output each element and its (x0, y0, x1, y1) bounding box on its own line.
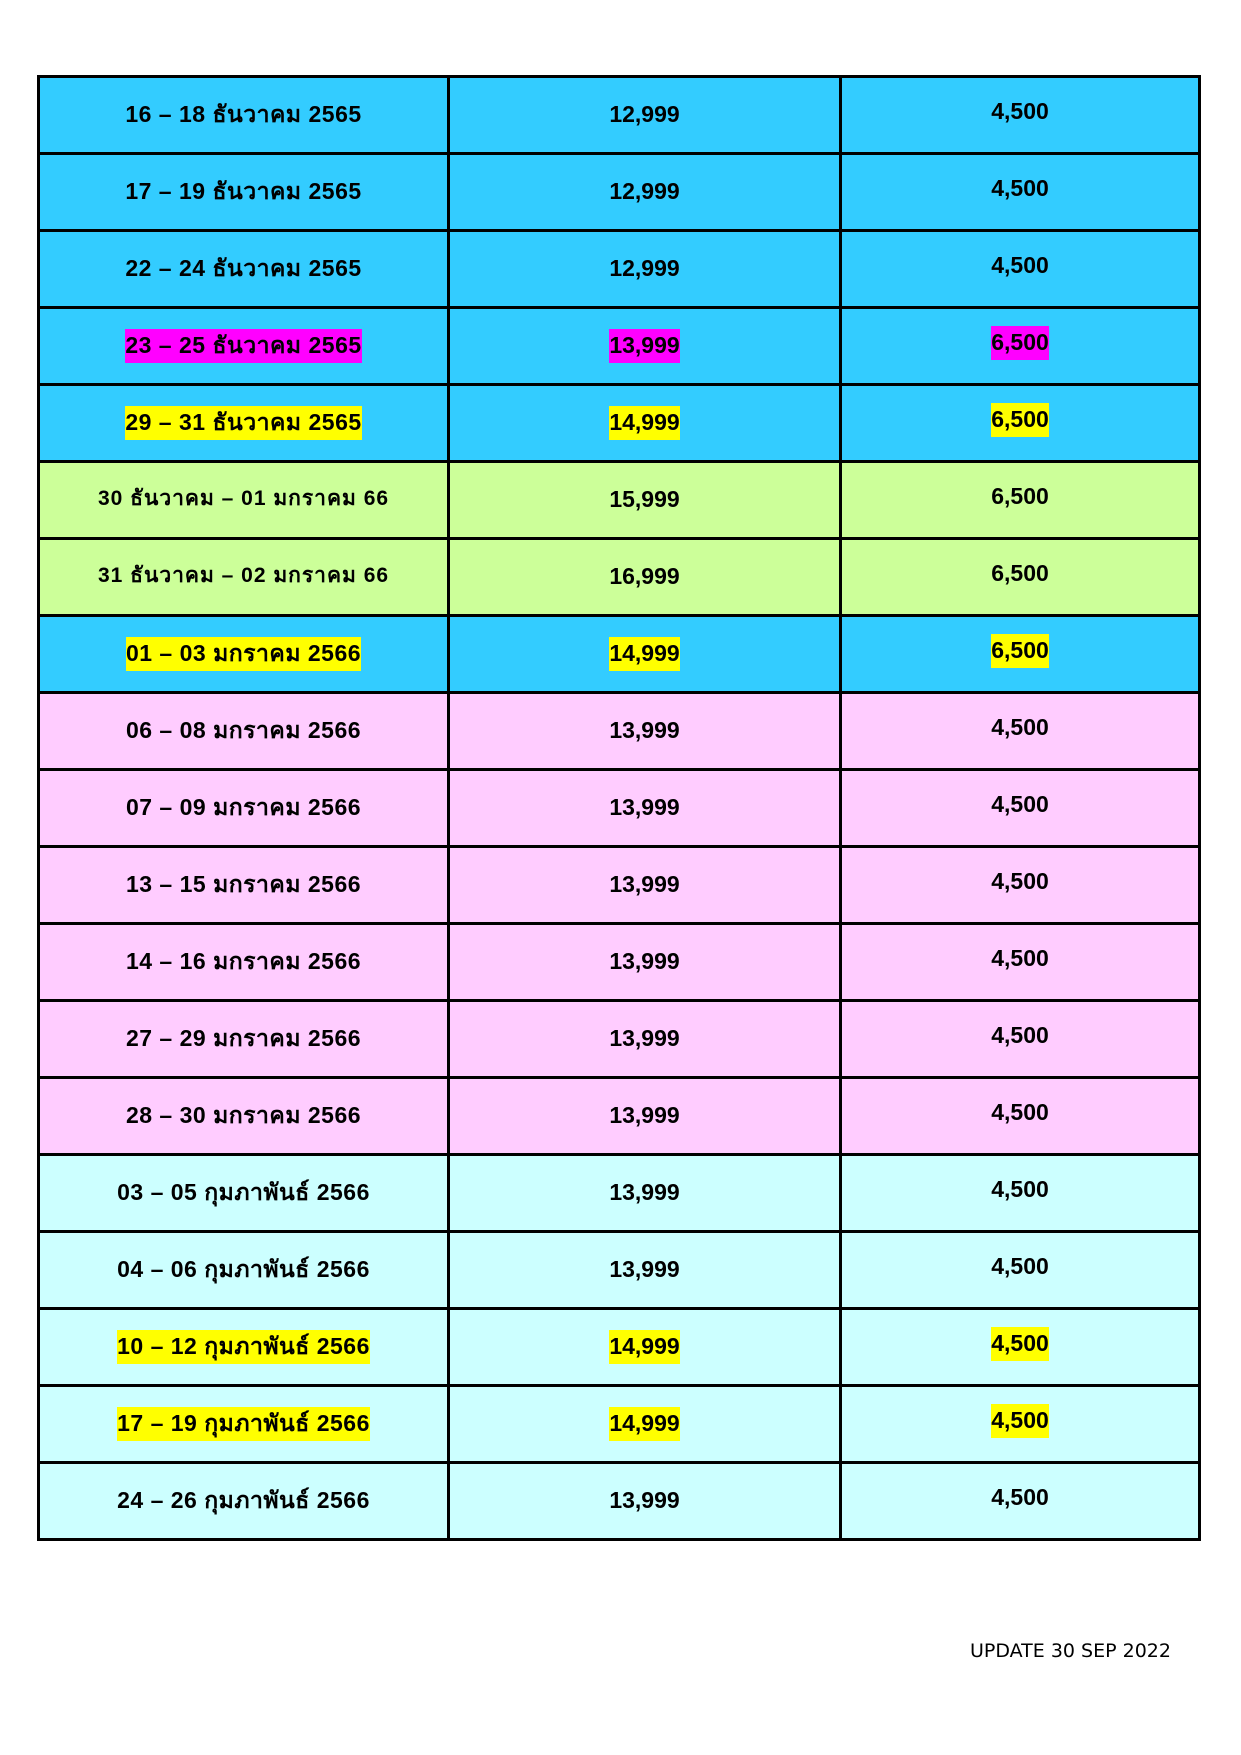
date-cell-text: 16 – 18 ธันวาคม 2565 (125, 100, 362, 127)
price-cell (449, 385, 841, 462)
extra-price-cell-text: 4,500 (991, 1483, 1049, 1510)
price-cell (449, 539, 841, 616)
date-cell-text: 14 – 16 มกราคม 2566 (125, 947, 362, 974)
table-row (39, 847, 1200, 924)
price-cell (449, 231, 841, 308)
price-cell-text: 15,999 (609, 485, 680, 512)
price-cell (449, 1001, 841, 1078)
table-row (39, 1232, 1200, 1309)
price-cell-text: 14,999 (609, 1407, 679, 1441)
price-cell (449, 1155, 841, 1232)
price-cell-text: 13,999 (609, 1178, 680, 1205)
table-row (39, 154, 1200, 231)
price-cell-text: 12,999 (609, 100, 680, 127)
extra-price-cell-text: 4,500 (991, 97, 1049, 124)
table-row (39, 385, 1200, 462)
date-cell-text: 10 – 12 กุมภาพันธ์ 2566 (117, 1330, 370, 1364)
price-cell-text: 13,999 (609, 870, 680, 897)
table-row (39, 1001, 1200, 1078)
date-cell (39, 1232, 449, 1309)
table-row (39, 693, 1200, 770)
date-cell (39, 770, 449, 847)
extra-price-cell (841, 1386, 1200, 1463)
date-cell (39, 1001, 449, 1078)
table-row (39, 616, 1200, 693)
extra-price-cell-text: 6,500 (991, 559, 1049, 586)
price-cell (449, 924, 841, 1001)
price-cell (449, 693, 841, 770)
extra-price-cell-text: 6,500 (991, 403, 1049, 437)
date-cell-text: 29 – 31 ธันวาคม 2565 (125, 406, 361, 440)
table-row (39, 539, 1200, 616)
extra-price-cell (841, 77, 1200, 154)
date-cell-text: 30 ธันวาคม – 01 มกราคม 66 (97, 486, 390, 510)
price-cell (449, 847, 841, 924)
extra-price-cell (841, 1309, 1200, 1386)
price-cell-text: 13,999 (609, 329, 679, 363)
extra-price-cell-text: 4,500 (991, 1404, 1049, 1438)
date-cell-text: 31 ธันวาคม – 02 มกราคม 66 (97, 563, 390, 587)
date-cell-text: 01 – 03 มกราคม 2566 (126, 637, 361, 671)
extra-price-cell-text: 4,500 (991, 790, 1049, 817)
date-cell (39, 693, 449, 770)
date-cell-text: 03 – 05 กุมภาพันธ์ 2566 (117, 1178, 370, 1205)
extra-price-cell-text: 4,500 (991, 174, 1049, 201)
extra-price-cell-text: 4,500 (991, 1252, 1049, 1279)
price-cell-text: 14,999 (609, 637, 679, 671)
price-cell (449, 1078, 841, 1155)
price-table (37, 75, 1201, 1541)
extra-price-cell-text: 4,500 (991, 1021, 1049, 1048)
price-cell (449, 1463, 841, 1540)
date-cell (39, 924, 449, 1001)
price-cell (449, 770, 841, 847)
date-cell (39, 1309, 449, 1386)
table-row (39, 77, 1200, 154)
price-cell-text: 13,999 (609, 1101, 680, 1128)
date-cell (39, 1463, 449, 1540)
extra-price-cell (841, 308, 1200, 385)
extra-price-cell (841, 1155, 1200, 1232)
extra-price-cell-text: 4,500 (991, 1175, 1049, 1202)
date-cell (39, 77, 449, 154)
price-cell-text: 13,999 (609, 1024, 680, 1051)
date-cell-text: 06 – 08 มกราคม 2566 (125, 716, 362, 743)
extra-price-cell-text: 4,500 (991, 1327, 1049, 1361)
price-cell (449, 308, 841, 385)
table-row (39, 1078, 1200, 1155)
extra-price-cell-text: 4,500 (991, 1098, 1049, 1125)
extra-price-cell (841, 462, 1200, 539)
table-row (39, 231, 1200, 308)
extra-price-cell-text: 4,500 (991, 867, 1049, 894)
date-cell (39, 462, 449, 539)
price-cell-text: 12,999 (609, 254, 680, 281)
date-cell-text: 24 – 26 กุมภาพันธ์ 2566 (117, 1486, 370, 1513)
date-cell-text: 17 – 19 ธันวาคม 2565 (125, 177, 362, 204)
extra-price-cell (841, 693, 1200, 770)
date-cell (39, 1155, 449, 1232)
price-cell-text: 12,999 (609, 177, 680, 204)
date-cell-text: 27 – 29 มกราคม 2566 (125, 1024, 362, 1051)
date-cell (39, 231, 449, 308)
date-cell-text: 28 – 30 มกราคม 2566 (125, 1101, 362, 1128)
extra-price-cell (841, 231, 1200, 308)
extra-price-cell (841, 154, 1200, 231)
extra-price-cell (841, 1232, 1200, 1309)
price-cell-text: 14,999 (609, 406, 679, 440)
date-cell (39, 1078, 449, 1155)
extra-price-cell (841, 924, 1200, 1001)
table-row (39, 1386, 1200, 1463)
price-cell-text: 13,999 (609, 947, 680, 974)
date-cell-text: 13 – 15 มกราคม 2566 (125, 870, 362, 897)
extra-price-cell (841, 385, 1200, 462)
price-cell-text: 13,999 (609, 716, 680, 743)
date-cell (39, 539, 449, 616)
date-cell (39, 1386, 449, 1463)
price-cell-text: 16,999 (609, 562, 680, 589)
price-cell (449, 154, 841, 231)
price-cell (449, 77, 841, 154)
date-cell (39, 154, 449, 231)
date-cell-text: 07 – 09 มกราคม 2566 (125, 793, 362, 820)
price-cell (449, 1386, 841, 1463)
date-cell (39, 308, 449, 385)
price-cell (449, 1309, 841, 1386)
price-cell-text: 13,999 (609, 1486, 680, 1513)
extra-price-cell (841, 1078, 1200, 1155)
extra-price-cell (841, 1001, 1200, 1078)
date-cell-text: 23 – 25 ธันวาคม 2565 (125, 329, 361, 363)
extra-price-cell (841, 1463, 1200, 1540)
table-row (39, 1155, 1200, 1232)
price-cell (449, 1232, 841, 1309)
price-cell (449, 462, 841, 539)
extra-price-cell (841, 847, 1200, 924)
extra-price-cell (841, 539, 1200, 616)
date-cell-text: 17 – 19 กุมภาพันธ์ 2566 (117, 1407, 370, 1441)
date-cell (39, 385, 449, 462)
extra-price-cell-text: 4,500 (991, 251, 1049, 278)
price-cell-text: 14,999 (609, 1330, 679, 1364)
date-cell-text: 04 – 06 กุมภาพันธ์ 2566 (117, 1255, 370, 1282)
extra-price-cell (841, 616, 1200, 693)
table-row (39, 770, 1200, 847)
price-cell (449, 616, 841, 693)
extra-price-cell-text: 6,500 (991, 326, 1049, 360)
table-row (39, 462, 1200, 539)
table-row (39, 308, 1200, 385)
date-cell (39, 847, 449, 924)
table-row (39, 1309, 1200, 1386)
extra-price-cell-text: 4,500 (991, 944, 1049, 971)
extra-price-cell (841, 770, 1200, 847)
date-cell-text: 22 – 24 ธันวาคม 2565 (125, 254, 362, 281)
price-table-body (39, 77, 1200, 1540)
date-cell (39, 616, 449, 693)
update-note: UPDATE 30 SEP 2022 (970, 1640, 1171, 1662)
table-row (39, 924, 1200, 1001)
table-row (39, 1463, 1200, 1540)
extra-price-cell-text: 6,500 (991, 482, 1049, 509)
price-cell-text: 13,999 (609, 1255, 680, 1282)
extra-price-cell-text: 6,500 (991, 634, 1049, 668)
extra-price-cell-text: 4,500 (991, 713, 1049, 740)
price-cell-text: 13,999 (609, 793, 680, 820)
